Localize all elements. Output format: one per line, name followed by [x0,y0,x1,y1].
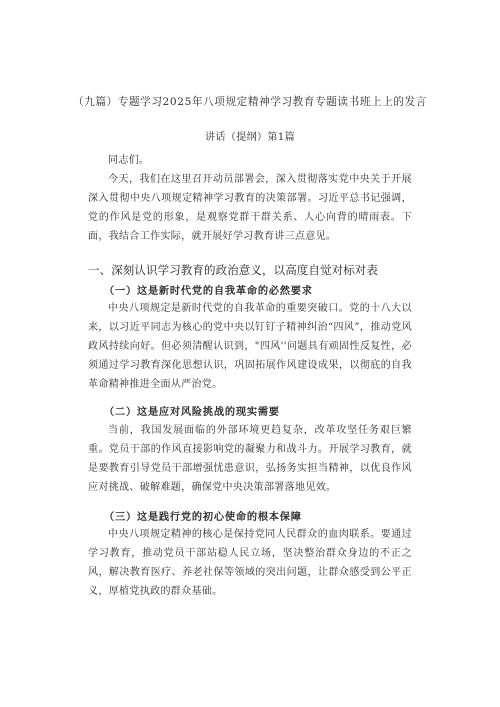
intro-block [88,151,412,246]
section-1-2-paragraph: 当前，我国发展面临的外部环境更趋复杂，改革攻坚任务艰巨繁重。党员干部的作风直接影响党的凝聚力和战斗力。开展学习教育，就是要教育引导党员干部增强忧患意识，弘扬务实担当精神，以优良作风应对挑战、破解难题，确保党中央决策部署落地见效。 [88,425,412,493]
section-1-3-block [88,525,412,601]
section-1-3-paragraph: 中央八项规定精神的核心是保持党同人民群众的血肉联系。要通过学习教育，推动党员干部站稳人民立场，坚决整治群众身边的不正之风，解决教育医疗、养老社保等领域的突出问题，让群众感受到公平正义，厚植党执政的群众基础。 [88,529,412,597]
section-1-1-heading: （一）这是新时代党的自我革命的必然要求 [104,285,313,297]
section-1-heading: 一、深刻认识学习教育的政治意义，以高度自觉对标对表 [88,263,378,277]
intro-paragraph: 今天，我们在这里召开动员部署会，深入贯彻落实党中央关于开展深入贯彻中央八项规定精神学习教育的决策部署。习近平总书记强调，党的作风是党的形象，是观察党群干群关系、人心向背的晴雨表。下面，我结合工作实际，就开展好学习教育讲三点意见。 [88,174,412,242]
section-1-3-heading: （三）这是践行党的初心使命的根本保障 [104,511,302,523]
greeting: 同志们。 [108,155,150,166]
section-1-1-block [88,299,412,394]
document-subtitle: 讲话（提纲）第1篇 [205,132,295,143]
section-1-2-heading: （二）这是应对风险挑战的现实需要 [104,406,280,418]
section-1-1-paragraph: 中央八项规定是新时代党的自我革命的重要突破口。党的十八大以来，以习近平同志为核心的党中央以钉钉子精神纠治“四风”，推动党风政风持续向好。但必须清醒认识到，"四风''问题具有顽固性反复性，必须通过学习教育深化思想认识，巩固拓展作风建设成果，以彻底的自我革命精神推进全面从严治党。 [88,303,412,390]
section-1-2-block [88,421,412,497]
document-title: （九篇）专题学习2025年八项规定精神学习教育专题读书班上上的发言 [73,96,427,108]
